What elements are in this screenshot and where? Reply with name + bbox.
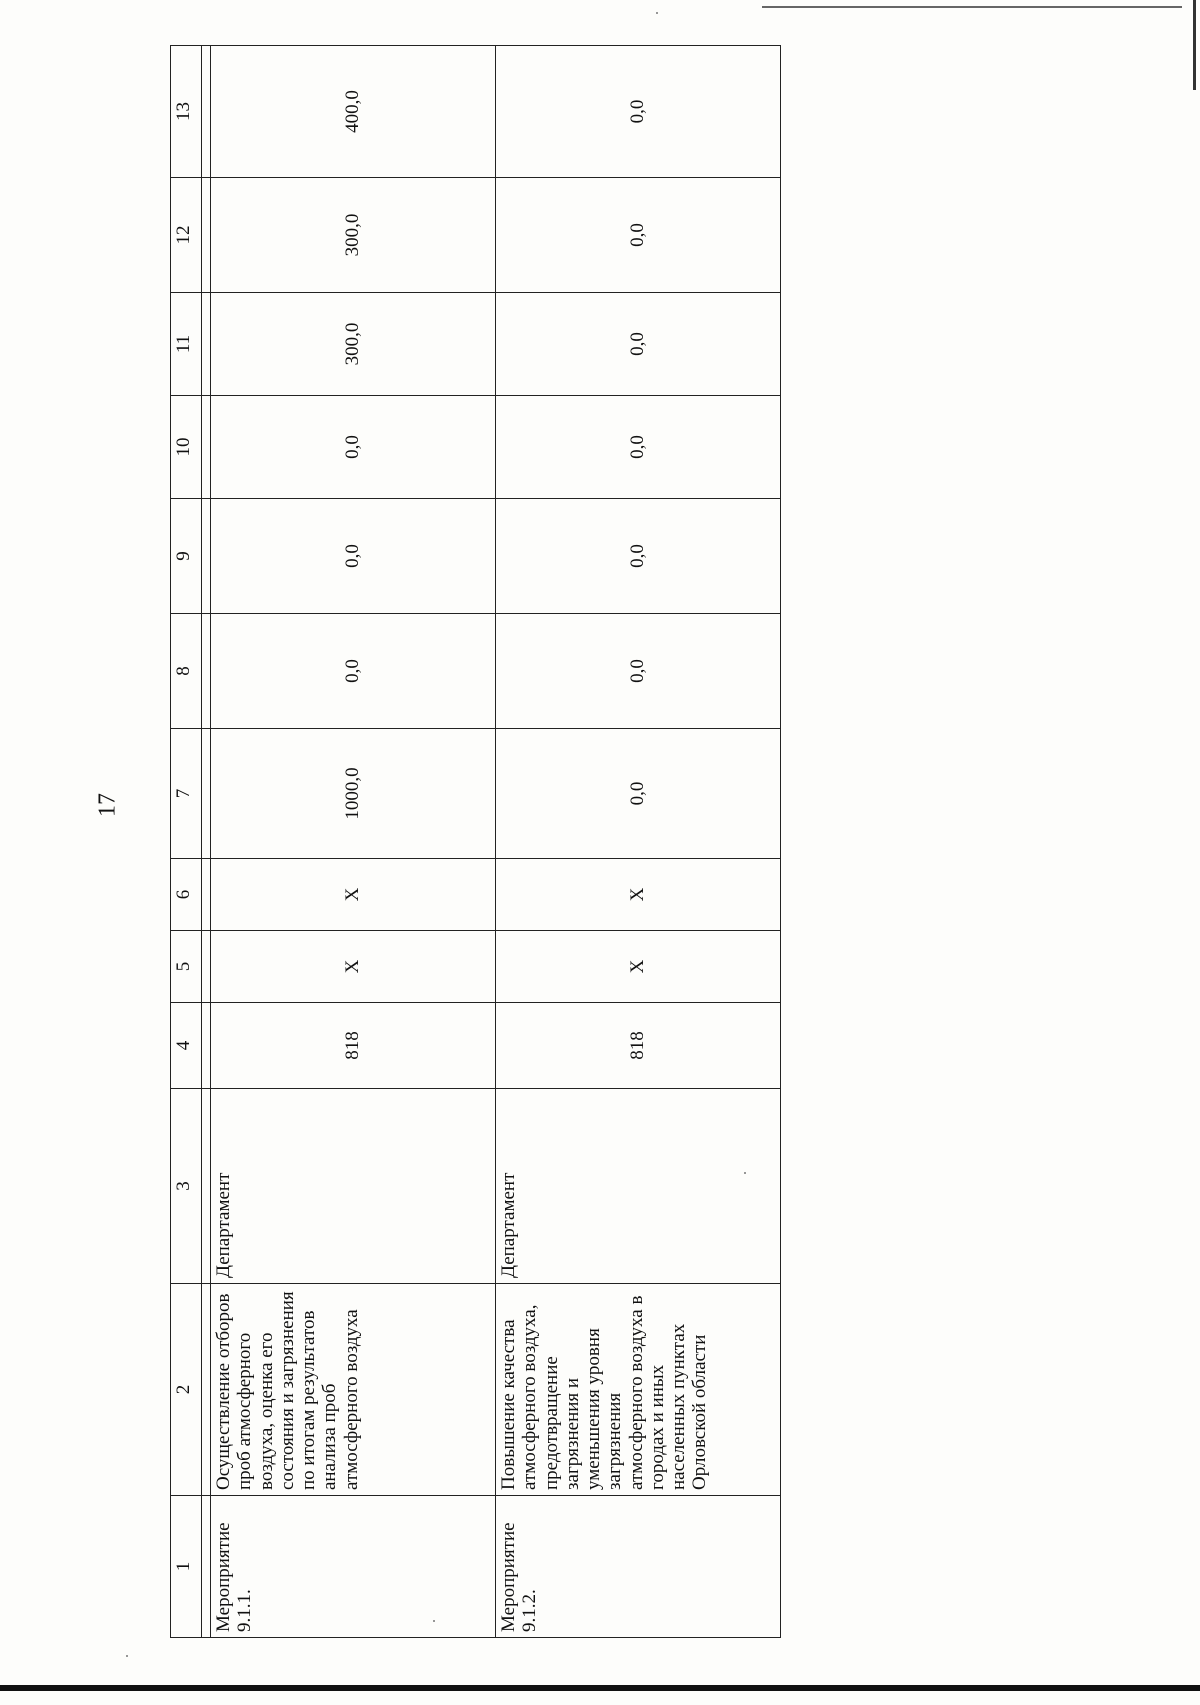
value-cell: 300,0 xyxy=(211,178,496,293)
value-cell: 0,0 xyxy=(211,614,496,729)
value-cell: 0,0 xyxy=(496,46,781,178)
header-cell: 8 xyxy=(171,614,202,729)
header-cell: 3 xyxy=(171,1089,202,1284)
header-cell: 7 xyxy=(171,729,202,859)
rotated-table-container xyxy=(170,46,820,1638)
scan-edge-right xyxy=(1193,0,1196,90)
page-number: 17 xyxy=(94,793,121,817)
measure-id-cell: Мероприятие 9.1.1. xyxy=(211,1496,496,1638)
value-cell: 0,0 xyxy=(496,396,781,499)
header-cell: 10 xyxy=(171,396,202,499)
header-cell: 6 xyxy=(171,859,202,931)
measure-id-cell: Мероприятие 9.1.2. xyxy=(496,1496,781,1638)
value-cell: 300,0 xyxy=(211,293,496,396)
scan-speck xyxy=(126,1655,128,1657)
executor-cell: Департамент xyxy=(211,1089,496,1284)
measure-description-cell: Осуществление отборов проб атмосферного воздуха, оценка его состояния и загрязнения по итогам результатов анализа проб атмосферного воздуха xyxy=(211,1284,496,1496)
executor-cell: Департамент xyxy=(496,1089,781,1284)
header-spacer xyxy=(202,46,211,1638)
value-cell: 0,0 xyxy=(496,178,781,293)
value-cell: 0,0 xyxy=(496,293,781,396)
x-cell: X xyxy=(496,859,781,931)
value-cell: 1000,0 xyxy=(211,729,496,859)
header-row xyxy=(171,46,202,1638)
header-cell: 13 xyxy=(171,46,202,178)
x-cell: X xyxy=(211,931,496,1003)
value-cell: 0,0 xyxy=(211,499,496,614)
header-cell: 9 xyxy=(171,499,202,614)
scan-edge-bottom xyxy=(0,1685,1200,1691)
value-cell: 0,0 xyxy=(496,614,781,729)
header-cell: 11 xyxy=(171,293,202,396)
scan-speck xyxy=(656,12,658,14)
header-cell: 4 xyxy=(171,1003,202,1089)
code-cell: 818 xyxy=(211,1003,496,1089)
value-cell: 400,0 xyxy=(211,46,496,178)
code-cell: 818 xyxy=(496,1003,781,1089)
scan-speck xyxy=(433,1620,435,1622)
table-row xyxy=(496,46,781,1638)
header-cell: 2 xyxy=(171,1284,202,1496)
header-cell: 5 xyxy=(171,931,202,1003)
table-row xyxy=(211,46,496,1638)
scan-speck xyxy=(744,1172,746,1174)
measure-description-cell: Повышение качества атмосферного воздуха, предотвращение загрязнения и уменьшения уровня загрязнения атмосферного воздуха в городах и иных населенных пунктах Орловской области xyxy=(496,1284,781,1496)
header-cell: 12 xyxy=(171,178,202,293)
value-cell: 0,0 xyxy=(211,396,496,499)
header-cell: 1 xyxy=(171,1496,202,1638)
value-cell: 0,0 xyxy=(496,499,781,614)
measures-table xyxy=(170,45,781,1638)
x-cell: X xyxy=(211,859,496,931)
scan-edge-top xyxy=(762,6,1182,8)
value-cell: 0,0 xyxy=(496,729,781,859)
x-cell: X xyxy=(496,931,781,1003)
